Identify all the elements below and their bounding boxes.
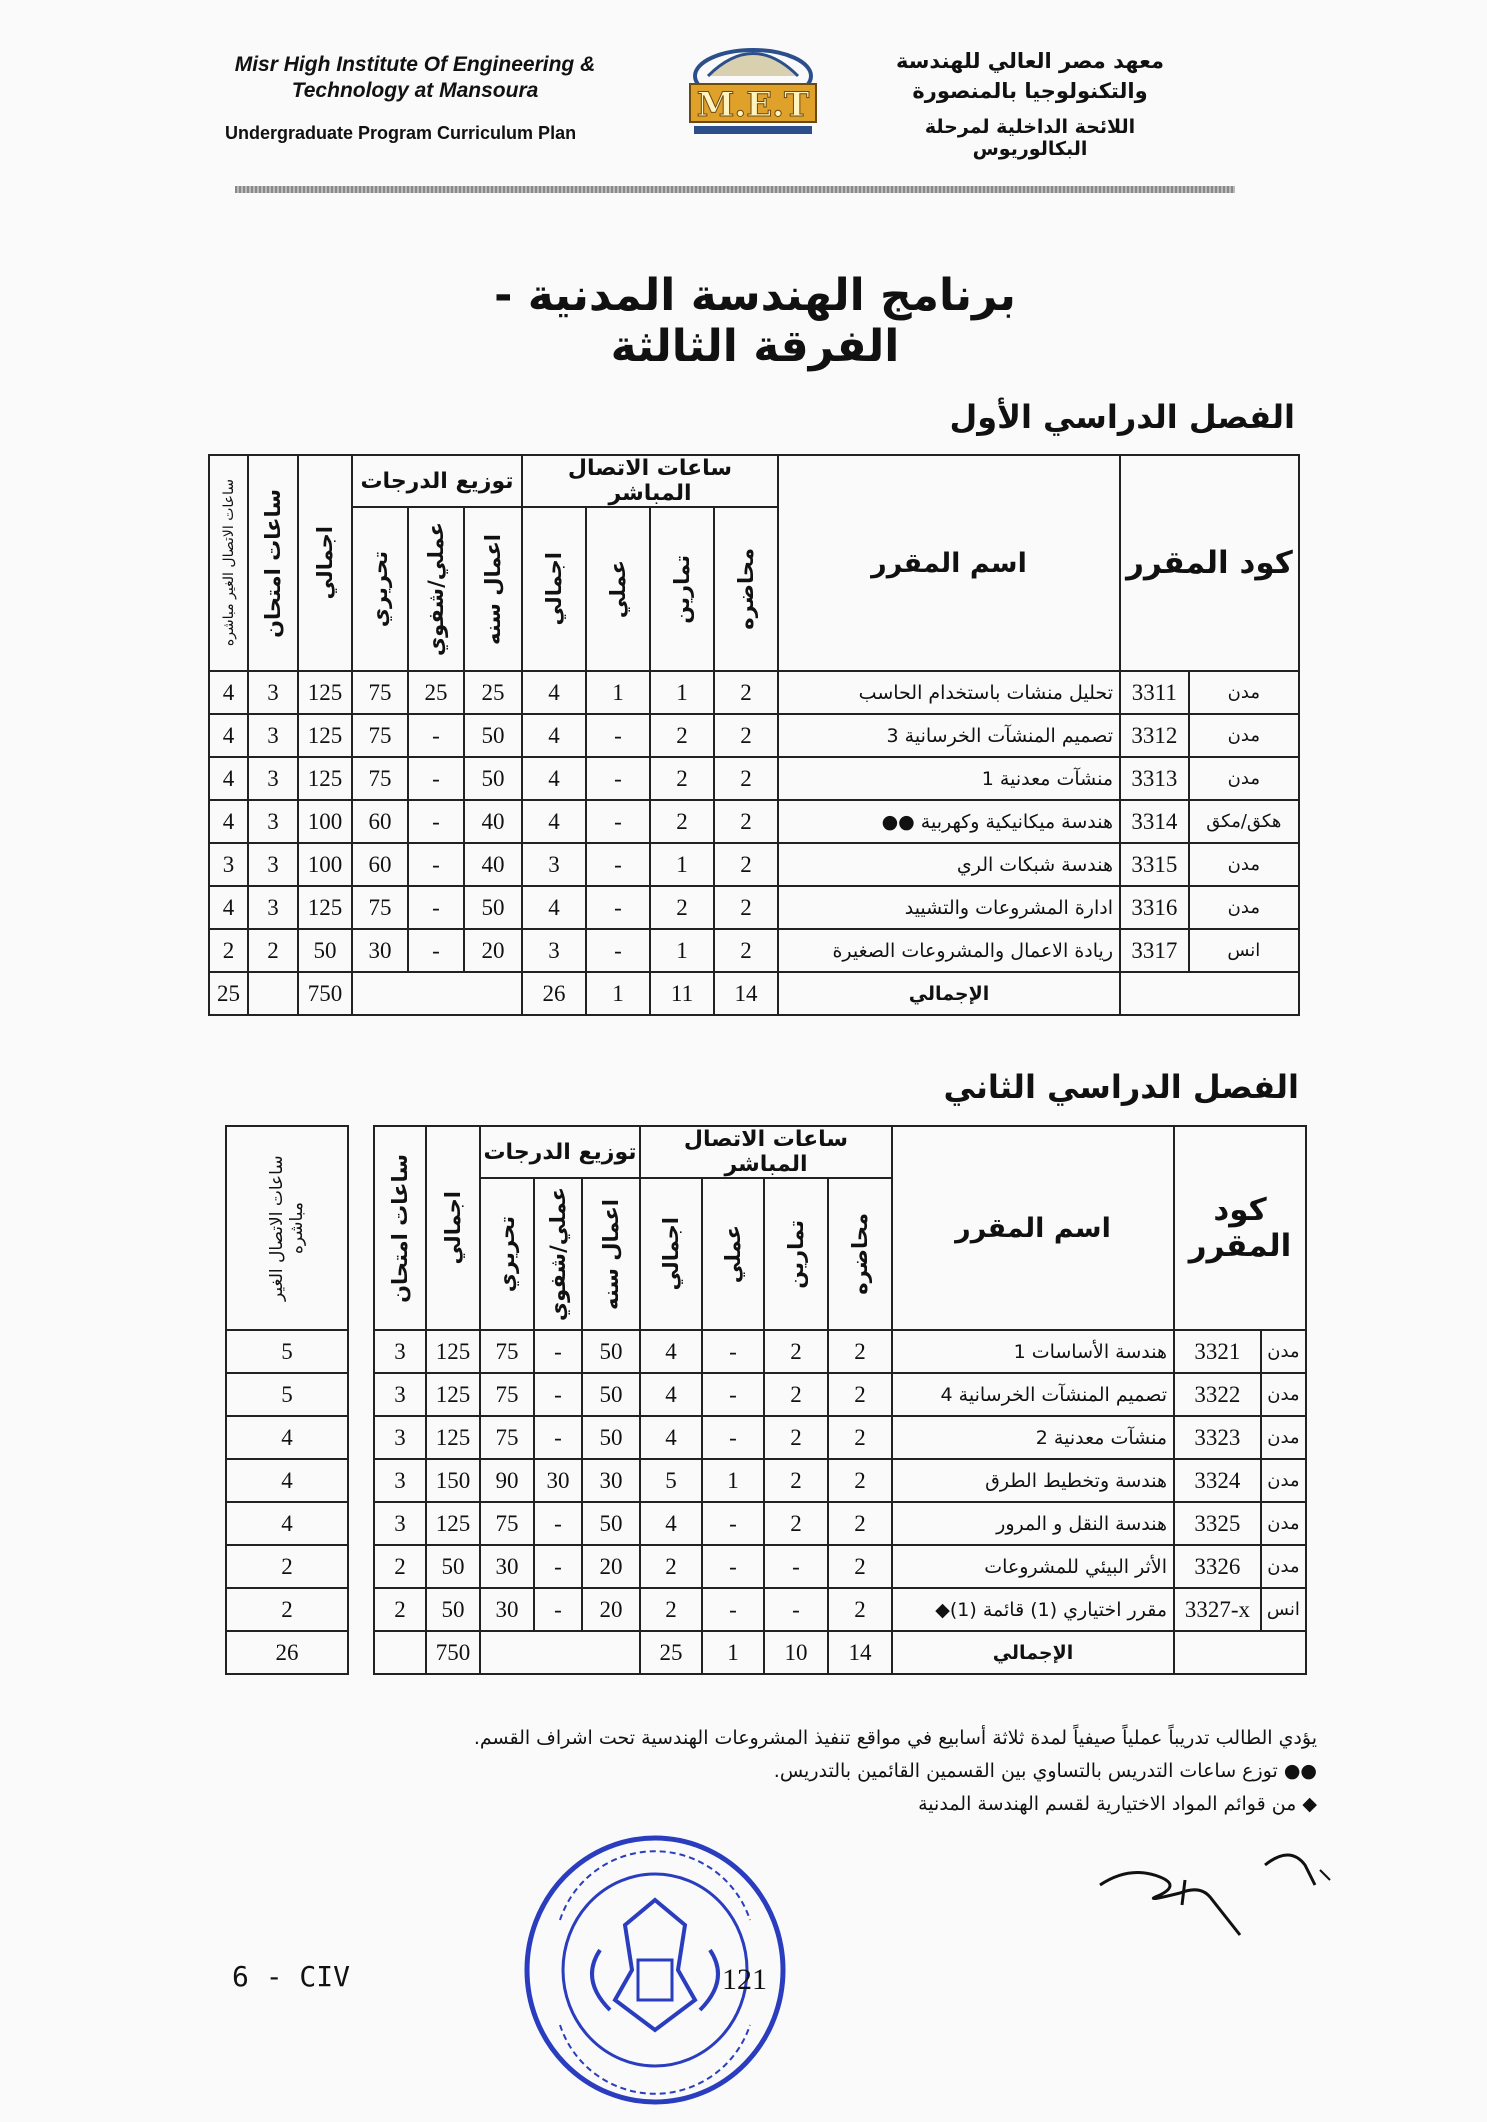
total-contact-cell: 25 [640,1631,702,1674]
course-code-cell: 3313 [1120,757,1189,800]
total-tutorial-cell: 11 [650,972,714,1015]
table-row [226,1330,1306,1373]
written-header: تحريري [480,1178,534,1330]
course-code-cell: 3316 [1120,886,1189,929]
grade-total-cell: 125 [426,1502,480,1545]
semester2-heading: الفصل الدراسي الثاني [943,1068,1299,1106]
department-cell: مدن [1261,1545,1306,1588]
contact-total-header: اجمالي [522,507,586,671]
year-work-cell: 50 [582,1373,640,1416]
written-cell: 75 [480,1416,534,1459]
contact-total-cell: 4 [522,757,586,800]
total-indirect-cell: 25 [209,972,248,1015]
year-work-cell: 50 [464,714,522,757]
tutorial-cell: 2 [764,1416,828,1459]
course-code-cell: 3312 [1120,714,1189,757]
indirect-hours-cell: 3 [209,843,248,886]
contact-total-cell: 4 [522,714,586,757]
written-header: تحريري [352,507,408,671]
table-row [209,800,1299,843]
department-cell: مدن [1261,1416,1306,1459]
course-code-header: كود المقرر [1174,1126,1306,1330]
exam-hours-header: ساعات امتحان [248,455,298,671]
exam-hours-cell: 2 [248,929,298,972]
department-cell: مدن [1189,671,1299,714]
course-name-cell: الأثر البيئي للمشروعات [892,1545,1174,1588]
contact-total-cell: 4 [522,886,586,929]
tutorial-cell: 2 [650,800,714,843]
course-name-cell: هندسة الأساسات 1 [892,1330,1174,1373]
indirect-hours-cell: 4 [226,1459,348,1502]
oral-cell: 25 [408,671,464,714]
practical-cell: - [586,800,650,843]
exam-hours-cell: 3 [374,1416,426,1459]
department-cell: مدن [1261,1502,1306,1545]
department-cell: مدن [1261,1330,1306,1373]
year-work-cell: 30 [582,1459,640,1502]
total-contact-cell: 26 [522,972,586,1015]
indirect-hours-cell: 4 [209,671,248,714]
practical-cell: - [702,1330,764,1373]
contact-group-header: ساعات الاتصال المباشر [522,455,778,507]
grade-total-cell: 150 [426,1459,480,1502]
semester1-heading: الفصل الدراسي الأول [949,398,1295,436]
year-work-cell: 20 [464,929,522,972]
table-row [226,1459,1306,1502]
oral-header: عملي/شفوي [534,1178,582,1330]
lecture-cell: 2 [714,714,778,757]
course-code-cell: 3317 [1120,929,1189,972]
course-name-cell: تصميم المنشآت الخرسانية 3 [778,714,1120,757]
total-row [226,1631,1306,1674]
department-cell: مدن [1189,843,1299,886]
practical-cell: - [586,757,650,800]
lecture-cell: 2 [714,671,778,714]
grade-total-header: اجمالي [426,1126,480,1330]
lecture-cell: 2 [714,843,778,886]
course-code-cell: 3311 [1120,671,1189,714]
semester1-table [208,454,1300,1016]
exam-hours-cell: 3 [248,714,298,757]
grade-total-cell: 125 [298,886,352,929]
lecture-header: محاضره [828,1178,892,1330]
exam-hours-cell: 3 [248,757,298,800]
plan-name-en: Undergraduate Program Curriculum Plan [225,123,577,143]
total-label-cell: الإجمالي [778,972,1120,1015]
year-work-cell: 40 [464,800,522,843]
total-row [209,972,1299,1015]
tutorial-header: تمارين [764,1178,828,1330]
course-name-header: اسم المقرر [892,1126,1174,1330]
grade-total-cell: 100 [298,843,352,886]
grades-group-header: توزيع الدرجات [352,455,522,507]
lecture-cell: 2 [828,1588,892,1631]
grade-total-cell: 50 [426,1545,480,1588]
indirect-hours-cell: 4 [226,1502,348,1545]
oral-cell: - [534,1330,582,1373]
written-cell: 30 [352,929,408,972]
course-name-cell: ريادة الاعمال والمشروعات الصغيرة [778,929,1120,972]
total-practical-cell: 1 [586,972,650,1015]
total-lecture-cell: 14 [828,1631,892,1674]
contact-total-cell: 3 [522,843,586,886]
tutorial-cell: 1 [650,843,714,886]
course-code-cell: 3325 [1174,1502,1261,1545]
contact-total-cell: 5 [640,1459,702,1502]
total-indirect-cell: 26 [226,1631,348,1674]
written-cell: 75 [480,1502,534,1545]
tutorial-cell: 2 [764,1502,828,1545]
indirect-hours-cell: 4 [226,1416,348,1459]
course-name-cell: هندسة النقل و المرور [892,1502,1174,1545]
department-cell: مدن [1261,1459,1306,1502]
table-row [209,929,1299,972]
oral-cell: - [534,1373,582,1416]
written-cell: 90 [480,1459,534,1502]
institute-name-ar: معهد مصر العالي للهندسة والتكنولوجيا بالمنصورة [896,49,1164,103]
course-name-cell: منشآت معدنية 2 [892,1416,1174,1459]
tutorial-cell: 2 [764,1373,828,1416]
grade-total-cell: 125 [426,1330,480,1373]
year-work-cell: 40 [464,843,522,886]
note-training: يؤدي الطالب تدريباً عملياً صيفياً لمدة ثلاثة أسابيع في مواقع تنفيذ المشروعات الهندسية تحت اشراف القسم. [473,1727,1317,1749]
tutorial-cell: 2 [764,1330,828,1373]
table-row [209,886,1299,929]
course-name-cell: ادارة المشروعات والتشييد [778,886,1120,929]
year-work-header: اعمال سنه [582,1178,640,1330]
course-name-header: اسم المقرر [778,455,1120,671]
course-code-cell: 3324 [1174,1459,1261,1502]
total-grade-cell: 750 [298,972,352,1015]
practical-cell: - [586,843,650,886]
institute-name-en: Misr High Institute Of Engineering & Technology at Mansoura [234,53,596,102]
grade-total-cell: 50 [426,1588,480,1631]
table-row [209,671,1299,714]
lecture-cell: 2 [714,757,778,800]
indirect-hours-cell: 2 [209,929,248,972]
department-cell: مدن [1189,757,1299,800]
contact-total-cell: 4 [522,800,586,843]
lecture-cell: 2 [828,1416,892,1459]
tutorial-header: تمارين [650,507,714,671]
written-cell: 30 [480,1588,534,1631]
indirect-hours-cell: 4 [209,886,248,929]
indirect-hours-cell: 4 [209,757,248,800]
written-cell: 60 [352,843,408,886]
indirect-hours-cell: 4 [209,800,248,843]
lecture-cell: 2 [828,1545,892,1588]
grade-total-cell: 125 [426,1416,480,1459]
written-cell: 75 [352,714,408,757]
practical-cell: - [702,1373,764,1416]
oral-cell: - [408,714,464,757]
tutorial-cell: 2 [650,757,714,800]
department-cell: مدن [1261,1373,1306,1416]
practical-cell: - [586,929,650,972]
contact-total-cell: 4 [640,1373,702,1416]
indirect-hours-cell: 2 [226,1588,348,1631]
written-cell: 75 [352,671,408,714]
course-name-cell: هندسة ميكانيكية وكهربية ●● [778,800,1120,843]
tutorial-cell: 2 [764,1459,828,1502]
practical-cell: - [702,1416,764,1459]
total-grade-cell: 750 [426,1631,480,1674]
department-cell: مدن [1189,886,1299,929]
oral-cell: - [408,929,464,972]
exam-hours-cell: 3 [248,671,298,714]
grade-total-cell: 125 [298,671,352,714]
oral-cell: - [534,1545,582,1588]
practical-cell: - [586,714,650,757]
practical-header: عملي [702,1178,764,1330]
contact-total-cell: 4 [640,1416,702,1459]
indirect-hours-cell: 5 [226,1373,348,1416]
written-cell: 60 [352,800,408,843]
page-title: برنامج الهندسة المدنية - الفرقة الثالثة [494,270,1016,372]
practical-cell: 1 [702,1459,764,1502]
department-cell: انس [1261,1588,1306,1631]
total-label-cell: الإجمالي [892,1631,1174,1674]
tutorial-cell: 1 [650,671,714,714]
tutorial-cell: 2 [650,886,714,929]
practical-cell: - [702,1502,764,1545]
oral-cell: - [408,843,464,886]
lecture-cell: 2 [828,1502,892,1545]
table-row [209,843,1299,886]
lecture-cell: 2 [714,886,778,929]
written-cell: 75 [352,757,408,800]
table-row [226,1373,1306,1416]
grade-total-cell: 125 [426,1373,480,1416]
oral-cell: - [534,1416,582,1459]
year-work-cell: 50 [464,757,522,800]
contact-group-header: ساعات الاتصال المباشر [640,1126,892,1178]
indirect-hours-header: ساعات الاتصال الغير مباشره [226,1126,348,1330]
semester2-table [225,1125,1307,1675]
exam-hours-cell: 3 [374,1459,426,1502]
exam-hours-cell: 3 [248,800,298,843]
year-work-cell: 25 [464,671,522,714]
logo-text: M.E.T [696,85,810,125]
page-number: 121 [722,1963,767,1996]
exam-hours-cell: 3 [374,1373,426,1416]
course-code-header: كود المقرر [1120,455,1299,671]
lecture-cell: 2 [828,1459,892,1502]
tutorial-cell: 1 [650,929,714,972]
year-work-cell: 50 [582,1502,640,1545]
plan-name-ar: اللائحة الداخلية لمرحلة البكالوريوس [924,116,1136,160]
oral-cell: 30 [534,1459,582,1502]
grade-total-cell: 100 [298,800,352,843]
contact-total-cell: 4 [640,1502,702,1545]
practical-header: عملي [586,507,650,671]
table-row [226,1545,1306,1588]
course-code-cell: 3314 [1120,800,1189,843]
year-work-cell: 20 [582,1588,640,1631]
table-row [226,1416,1306,1459]
exam-hours-cell: 2 [374,1545,426,1588]
oral-cell: - [408,886,464,929]
written-cell: 75 [480,1373,534,1416]
lecture-cell: 2 [828,1330,892,1373]
header-divider [235,186,1235,193]
written-cell: 75 [480,1330,534,1373]
tutorial-cell: - [764,1588,828,1631]
exam-hours-cell: 3 [248,886,298,929]
grade-total-cell: 125 [298,757,352,800]
oral-cell: - [408,757,464,800]
indirect-hours-cell: 5 [226,1330,348,1373]
contact-total-header: اجمالي [640,1178,702,1330]
course-code-cell: 3323 [1174,1416,1261,1459]
written-cell: 75 [352,886,408,929]
indirect-hours-header: ساعات الاتصال الغير مباشره [209,455,248,671]
oral-cell: - [408,800,464,843]
course-code-cell: 3327-x [1174,1588,1261,1631]
written-cell: 30 [480,1545,534,1588]
total-practical-cell: 1 [702,1631,764,1674]
department-cell: هكق/مكق [1189,800,1299,843]
lecture-header: محاضره [714,507,778,671]
course-code-cell: 3321 [1174,1330,1261,1373]
indirect-hours-cell: 4 [209,714,248,757]
practical-cell: - [702,1588,764,1631]
table-row [226,1588,1306,1631]
practical-cell: 1 [586,671,650,714]
contact-total-cell: 3 [522,929,586,972]
department-cell: انس [1189,929,1299,972]
lecture-cell: 2 [714,800,778,843]
year-work-cell: 50 [582,1416,640,1459]
course-name-cell: تصميم المنشآت الخرسانية 4 [892,1373,1174,1416]
oral-cell: - [534,1588,582,1631]
total-lecture-cell: 14 [714,972,778,1015]
practical-cell: - [702,1545,764,1588]
tutorial-cell: - [764,1545,828,1588]
contact-total-cell: 2 [640,1545,702,1588]
oral-cell: - [534,1502,582,1545]
course-name-cell: مقرر اختياري (1) قائمة (1)◆ [892,1588,1174,1631]
course-name-cell: هندسة شبكات الري [778,843,1120,886]
contact-total-cell: 4 [522,671,586,714]
contact-total-cell: 4 [640,1330,702,1373]
notes [117,1722,1317,1821]
grade-total-cell: 50 [298,929,352,972]
note-elective-list: ◆ من قوائم المواد الاختيارية لقسم الهندسة المدنية [918,1793,1317,1815]
contact-total-cell: 2 [640,1588,702,1631]
exam-hours-cell: 2 [374,1588,426,1631]
exam-hours-header: ساعات امتحان [374,1126,426,1330]
lecture-cell: 2 [828,1373,892,1416]
oral-header: عملي/شفوي [408,507,464,671]
grades-group-header: توزيع الدرجات [480,1126,640,1178]
grade-total-cell: 125 [298,714,352,757]
indirect-hours-cell: 2 [226,1545,348,1588]
tutorial-cell: 2 [650,714,714,757]
page-code: 6 - CIV [232,1960,351,1993]
lecture-cell: 2 [714,929,778,972]
total-tutorial-cell: 10 [764,1631,828,1674]
year-work-cell: 20 [582,1545,640,1588]
course-code-cell: 3326 [1174,1545,1261,1588]
note-shared-teaching: ●● توزع ساعات التدريس بالتساوي بين القسمين القائمين بالتدريس. [773,1760,1317,1782]
course-code-cell: 3322 [1174,1373,1261,1416]
exam-hours-cell: 3 [374,1330,426,1373]
grade-total-header: اجمالي [298,455,352,671]
course-name-cell: تحليل منشات باستخدام الحاسب [778,671,1120,714]
course-code-cell: 3315 [1120,843,1189,886]
course-name-cell: هندسة وتخطيط الطرق [892,1459,1174,1502]
course-name-cell: منشآت معدنية 1 [778,757,1120,800]
table-row [209,714,1299,757]
signature [1090,1825,1340,1945]
table-row [226,1502,1306,1545]
year-work-cell: 50 [464,886,522,929]
year-work-cell: 50 [582,1330,640,1373]
department-cell: مدن [1189,714,1299,757]
met-logo [668,36,838,148]
practical-cell: - [586,886,650,929]
table-row [209,757,1299,800]
exam-hours-cell: 3 [374,1502,426,1545]
year-work-header: اعمال سنه [464,507,522,671]
exam-hours-cell: 3 [248,843,298,886]
